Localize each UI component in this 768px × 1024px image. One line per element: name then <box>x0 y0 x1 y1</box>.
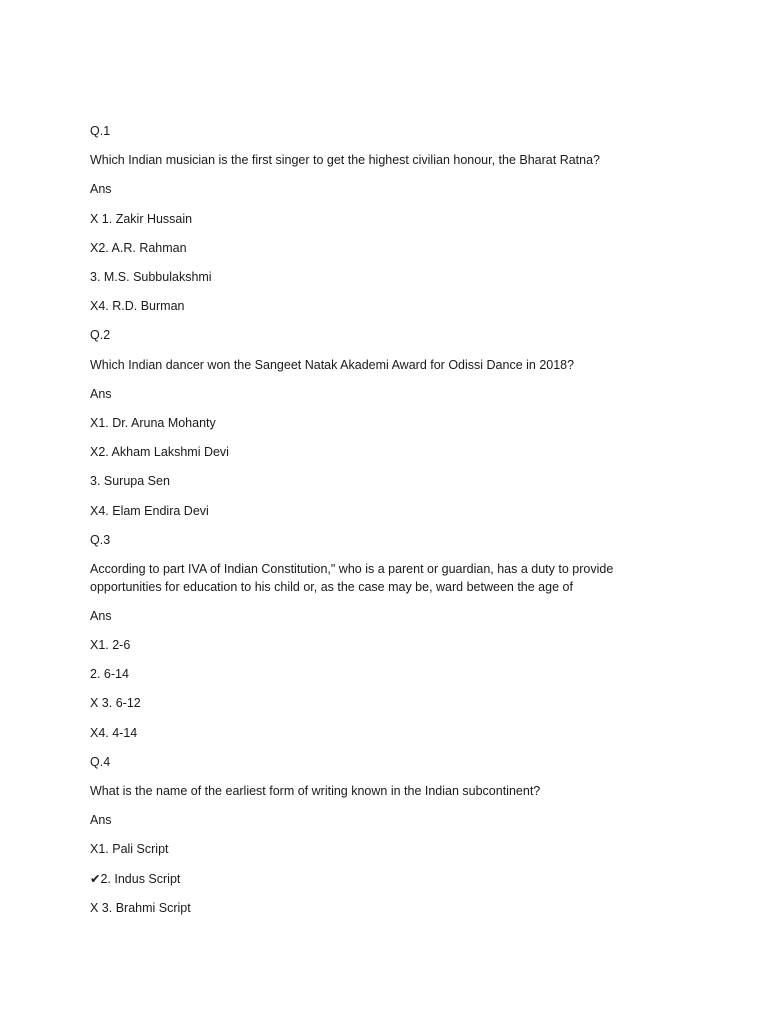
question-text: According to part IVA of Indian Constitution," who is a parent or guardian, has a duty to provide opportunities for education to his child or, as the case may be, ward between the age of <box>90 562 617 595</box>
answer-option: X2. A.R. Rahman <box>90 240 187 255</box>
question-number: Q.2 <box>90 328 111 343</box>
answer-option: X4. Elam Endira Devi <box>90 503 209 518</box>
answer-label: Ans <box>90 813 112 828</box>
answer-option: X1. Dr. Aruna Mohanty <box>90 416 216 431</box>
answer-option: 3. Surupa Sen <box>90 474 170 489</box>
answer-label: Ans <box>90 386 112 401</box>
answer-option: X1. 2-6 <box>90 638 131 653</box>
answer-option: X1. Pali Script <box>90 842 169 857</box>
question-text: What is the name of the earliest form of writing known in the Indian subcontinent? <box>90 784 541 799</box>
document-content <box>90 122 650 928</box>
question-text: Which Indian musician is the first singer to get the highest civilian honour, the Bharat Ratna? <box>90 153 601 168</box>
answer-option: X4. 4-14 <box>90 725 138 740</box>
answer-option: ✔2. Indus Script <box>90 871 181 886</box>
answer-label: Ans <box>90 182 112 197</box>
answer-option: X4. R.D. Burman <box>90 299 185 314</box>
answer-option: X 3. Brahmi Script <box>90 900 191 915</box>
answer-option: 2. 6-14 <box>90 667 129 682</box>
answer-option: 3. M.S. Subbulakshmi <box>90 270 212 285</box>
answer-option: X 3. 6-12 <box>90 696 141 711</box>
question-number: Q.4 <box>90 754 111 769</box>
answer-option: X2. Akham Lakshmi Devi <box>90 445 229 460</box>
answer-label: Ans <box>90 608 112 623</box>
answer-option: X 1. Zakir Hussain <box>90 211 193 226</box>
question-number: Q.3 <box>90 532 111 547</box>
question-number: Q.1 <box>90 124 111 138</box>
question-text: Which Indian dancer won the Sangeet Natak Akademi Award for Odissi Dance in 2018? <box>90 357 575 372</box>
